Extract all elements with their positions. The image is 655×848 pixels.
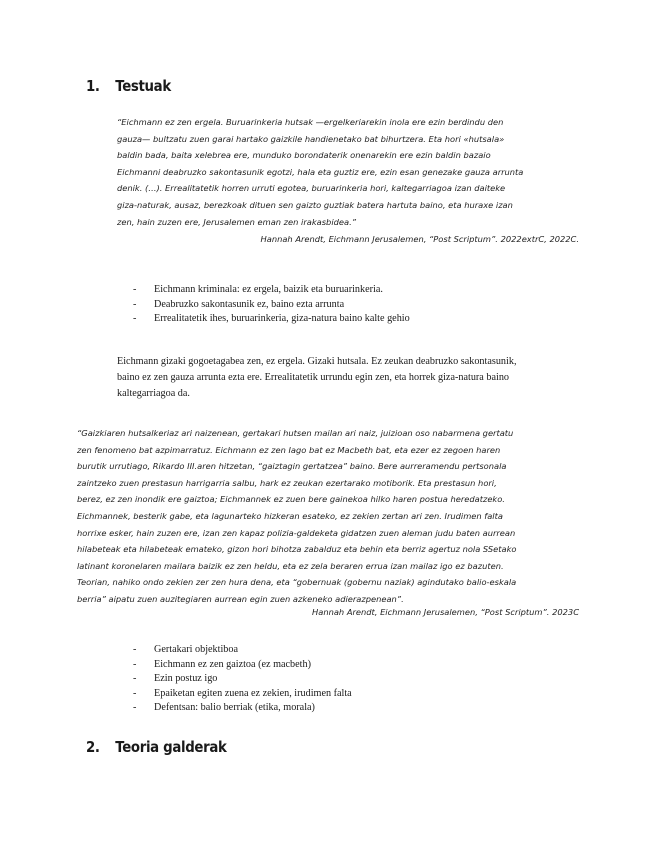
section-number: 2. bbox=[86, 738, 100, 756]
quote-line: Teorian, nahiko ondo zekien zer zen hura dena, eta “gobernuak (gobernu naziak) agindutako balio-eskala bbox=[77, 577, 517, 588]
list-item: - Epaiketan egiten zuena ez zekien, irudimen falta bbox=[133, 687, 352, 702]
quote-line: latinant koronelaren mailara baizik ez zen heldu, eta ez zela beraren errua izan mailaz igo ez bazuten. bbox=[77, 560, 504, 571]
bullet-dash: - bbox=[133, 687, 137, 699]
bullet-dash: - bbox=[133, 702, 137, 714]
quote-line: baldin bada, baita xelebrea ere, munduko borondaterik onenarekin ere ezin baldin bazaio bbox=[117, 150, 491, 161]
section-heading-teoria-galderak bbox=[86, 738, 227, 756]
quote-arendt-2 bbox=[77, 425, 579, 608]
bullet-dash: - bbox=[133, 284, 137, 295]
summary-list-1 bbox=[133, 283, 410, 327]
section-title: Teoria galderak bbox=[115, 738, 227, 756]
quote-line: zaintzeko zuen prestasun harrigarria salbu, hark ez zeukan ezertarako motiborik. Eta prestasun hori, bbox=[77, 477, 497, 488]
quote-line: hilabeteak eta hilabeteak emateko, gizon hori bihotza zabalduz eta behin eta berriz agertuz nola SSetako bbox=[77, 544, 517, 555]
summary-list-2 bbox=[133, 643, 352, 716]
paragraph-line: Eichmann gizaki gogoetagabea zen, ez ergela. Gizaki hutsala. Ez zeukan deabruzko sakontasunik, bbox=[117, 356, 517, 367]
quote-line: “Eichmann ez zen ergela. Buruarinkeria hutsak —ergelkeriarekin inola ere ezin berdindu den bbox=[117, 117, 504, 127]
bullet-dash: - bbox=[133, 644, 137, 655]
summary-paragraph bbox=[117, 354, 517, 402]
quote-line: denik. (…). Errealitatetik horren urruti egotea, buruarinkeria hori, kaltegarriagoa izan daiteke bbox=[117, 183, 506, 194]
list-item: - Eichmann kriminala: ez ergela, baizik eta buruarinkeria. bbox=[133, 283, 410, 298]
list-item: - Errealitatetik ihes, buruarinkeria, giza-natura baino kalte gehio bbox=[133, 312, 410, 327]
paragraph-line: kaltegarriagoa da. bbox=[117, 388, 190, 399]
section-title: Testuak bbox=[115, 77, 171, 95]
section-number: 1. bbox=[86, 77, 100, 95]
list-item: - Deabruzko sakontasunik ez, baino ezta arrunta bbox=[133, 298, 410, 313]
quote-line: horrixe esker, hain zuzen ere, izan zen kapaz polizia-galdeketa gidatzen zuen aleman judu baten aurrean bbox=[77, 527, 516, 538]
list-item: - Ezin postuz igo bbox=[133, 672, 352, 687]
quote-arendt-1 bbox=[117, 114, 579, 230]
quote-line: Eichmannek, besterik gabe, eta lagunarteko hizkeran esateko, ez zekien zertan ari zen. Irudimen falta bbox=[77, 510, 503, 521]
quote-line: berez, ez zen inondik ere gaiztoa; Eichmannek ez zuen bere gainekoa hilko haren postua heredatzeko. bbox=[77, 494, 505, 505]
quote-citation: Hannah Arendt, Eichmann Jerusalemen, “Post Scriptum”. 2023C bbox=[312, 607, 579, 617]
bullet-dash: - bbox=[133, 673, 137, 685]
quote-line: berria” aipatu zuen auzitegiaren aurrean egin zuen azkeneko adierazpenean”. bbox=[77, 593, 404, 604]
paragraph-line: baino ez zen gauza arrunta ezta ere. Errealitatetik urrundu egin zen, eta horrek giza-natura baino bbox=[117, 372, 510, 383]
quote-line: “Gaizkiaren hutsalkeriaz ari naizenean, gertakari hutsen mailan ari naiz, juizioan oso nabarmena gertatu bbox=[77, 428, 514, 438]
quote-line: burutik urrutiago, Rikardo III.aren hitzetan, “gaiztagin gertatzea” baino. Bere aurreramendu pertsonala bbox=[77, 461, 507, 472]
bullet-dash: - bbox=[133, 658, 137, 670]
quote-line: giza-naturak, ausaz, berezkoak dituen sen gaizto guztiak batera hartuta baino, eta huraxe izan bbox=[117, 199, 513, 210]
list-item: - Eichmann ez zen gaiztoa (ez macbeth) bbox=[133, 658, 352, 673]
section-heading-testuak bbox=[86, 77, 171, 95]
quote-line: Eichmanni deabruzko sakontasunik egotzi, hala eta guztiz ere, ezin esan genezake gauza arrunta bbox=[117, 166, 524, 177]
quote-line: zen, hain zuzen ere, Jerusalemen eman zen irakasbidea.” bbox=[117, 216, 357, 227]
quote-line: zen fenomeno bat azpimarratuz. Eichmann ez zen Iago bat ez Macbeth bat, eta ezer ez zegoen haren bbox=[77, 444, 501, 455]
quote-citation: Hannah Arendt, Eichmann Jerusalemen, “Post Scriptum”. 2022extrC, 2022C. bbox=[260, 234, 579, 244]
bullet-dash: - bbox=[133, 313, 137, 325]
bullet-dash: - bbox=[133, 298, 137, 310]
list-item: - Gertakari objektiboa bbox=[133, 643, 352, 658]
list-item: - Defentsan: balio berriak (etika, morala) bbox=[133, 701, 352, 716]
quote-line: gauza— bultzatu zuen garai hartako gaizkile handienetako bat bihurtzera. Eta hori «hutsala» bbox=[117, 133, 505, 144]
